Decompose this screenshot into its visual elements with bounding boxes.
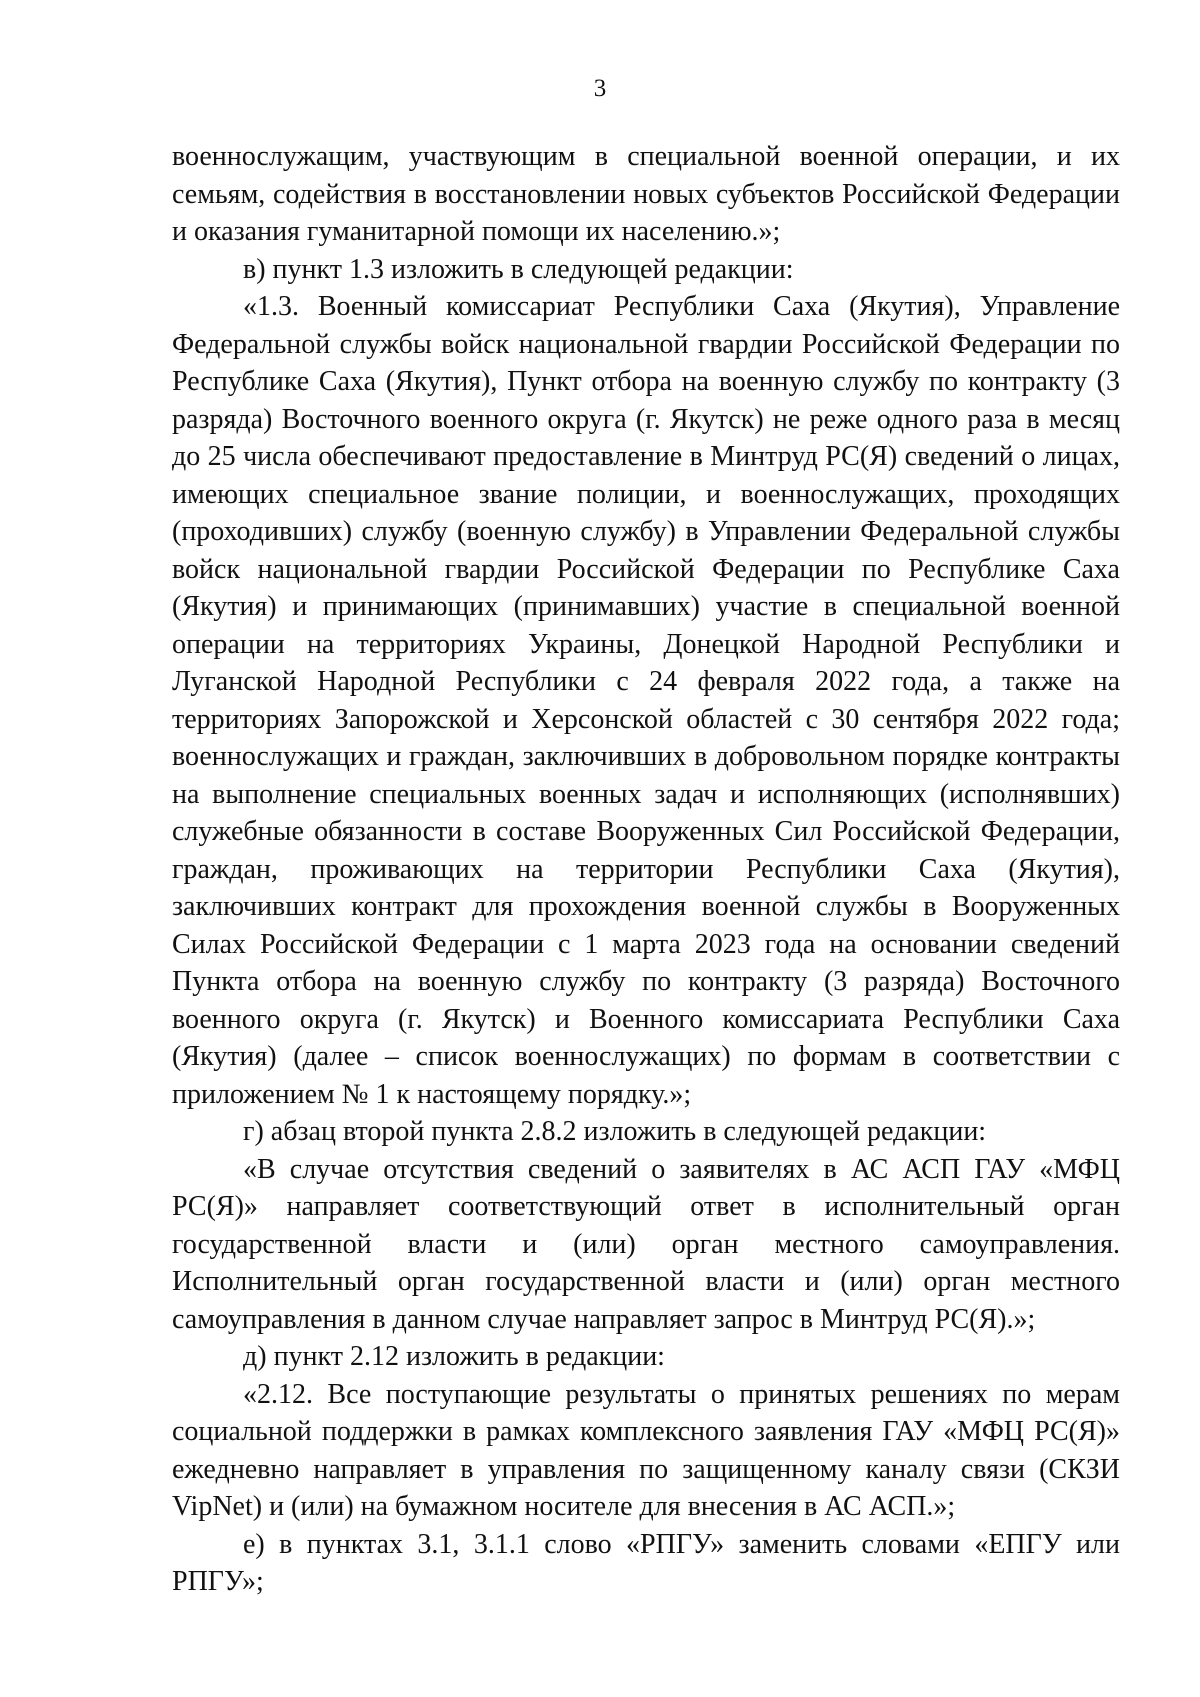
page-number: 3	[593, 75, 607, 102]
paragraph-item-v: в) пункт 1.3 изложить в следующей редакции:	[243, 253, 794, 285]
paragraph-item-d: д) пункт 2.12 изложить в редакции:	[243, 1341, 665, 1372]
paragraph-clause-2-12: «2.12. Все поступающие результаты о принятых решениях по мерам социальной поддержки в рамках комплексного заявления ГАУ «МФЦ РС(Я)» ежедневно направляет в управления по защищенному каналу связи (СКЗИ VipNet) и (или) на бумажном носителе для внесения в АС АСП.»;	[172, 1378, 1120, 1522]
paragraph-clause-2-8-2: «В случае отсутствия сведений о заявителях в АС АСП ГАУ «МФЦ РС(Я)» направляет соответствующий ответ в исполнительный орган государственной власти и (или) орган местного самоуправления. Исполнительный орган государственной власти и (или) орган местного самоуправления в данном случае направляет запрос в Минтруд РС(Я).»;	[172, 1153, 1120, 1335]
paragraph-clause-1-3: «1.3. Военный комиссариат Республики Саха (Якутия), Управление Федеральной службы войск национальной гвардии Российской Федерации по Республике Саха (Якутия), Пункт отбора на военную службу по контракту (3 разряда) Восточного военного округа (г. Якутск) не реже одного раза в месяц до 25 числа обеспечивают предоставление в Минтруд РС(Я) сведений о лицах, имеющих специальное звание полиции, и военнослужащих, проходящих (проходивших) службу (военную службу) в Управлении Федеральной службы войск национальной гвардии Российской Федерации по Республике Саха (Якутия) и принимающих (принимавших) участие в специальной военной операции на территориях Украины, Донецкой Народной Республики и Луганской Народной Республики с 24 февраля 2022 года, а также на территориях Запорожской и Херсонской областей с 30 сентября 2022 года; военнослужащих и граждан, заключивших в добровольном порядке контракты на выполнение специальных военных задач и исполняющих (исполнявших) служебные обязанности в составе Вооруженных Сил Российской Федерации, граждан, проживающих на территории Республики Саха (Якутия), заключивших контракт для прохождения военной службы в Вооруженных Силах Российской Федерации с 1 марта 2023 года на основании сведений Пункта отбора на военную службу по контракту (3 разряда) Восточного военного округа (г. Якутск) и Военного комиссариата Республики Саха (Якутия) (далее – список военнослужащих) по формам в соответствии с приложением № 1 к настоящему порядку.»;	[172, 291, 1120, 1110]
document-body	[172, 138, 1120, 1601]
paragraph-item-e: е) в пунктах 3.1, 3.1.1 слово «РПГУ» заменить словами «ЕПГУ или РПГУ»;	[172, 1528, 1120, 1597]
paragraph-item-g: г) абзац второй пункта 2.8.2 изложить в следующей редакции:	[243, 1116, 987, 1147]
paragraph-continuation: военнослужащим, участвующим в специальной военной операции, и их семьям, содействия в восстановлении новых субъектов Российской Федерации и оказания гуманитарной помощи их населению.»;	[172, 141, 1120, 247]
